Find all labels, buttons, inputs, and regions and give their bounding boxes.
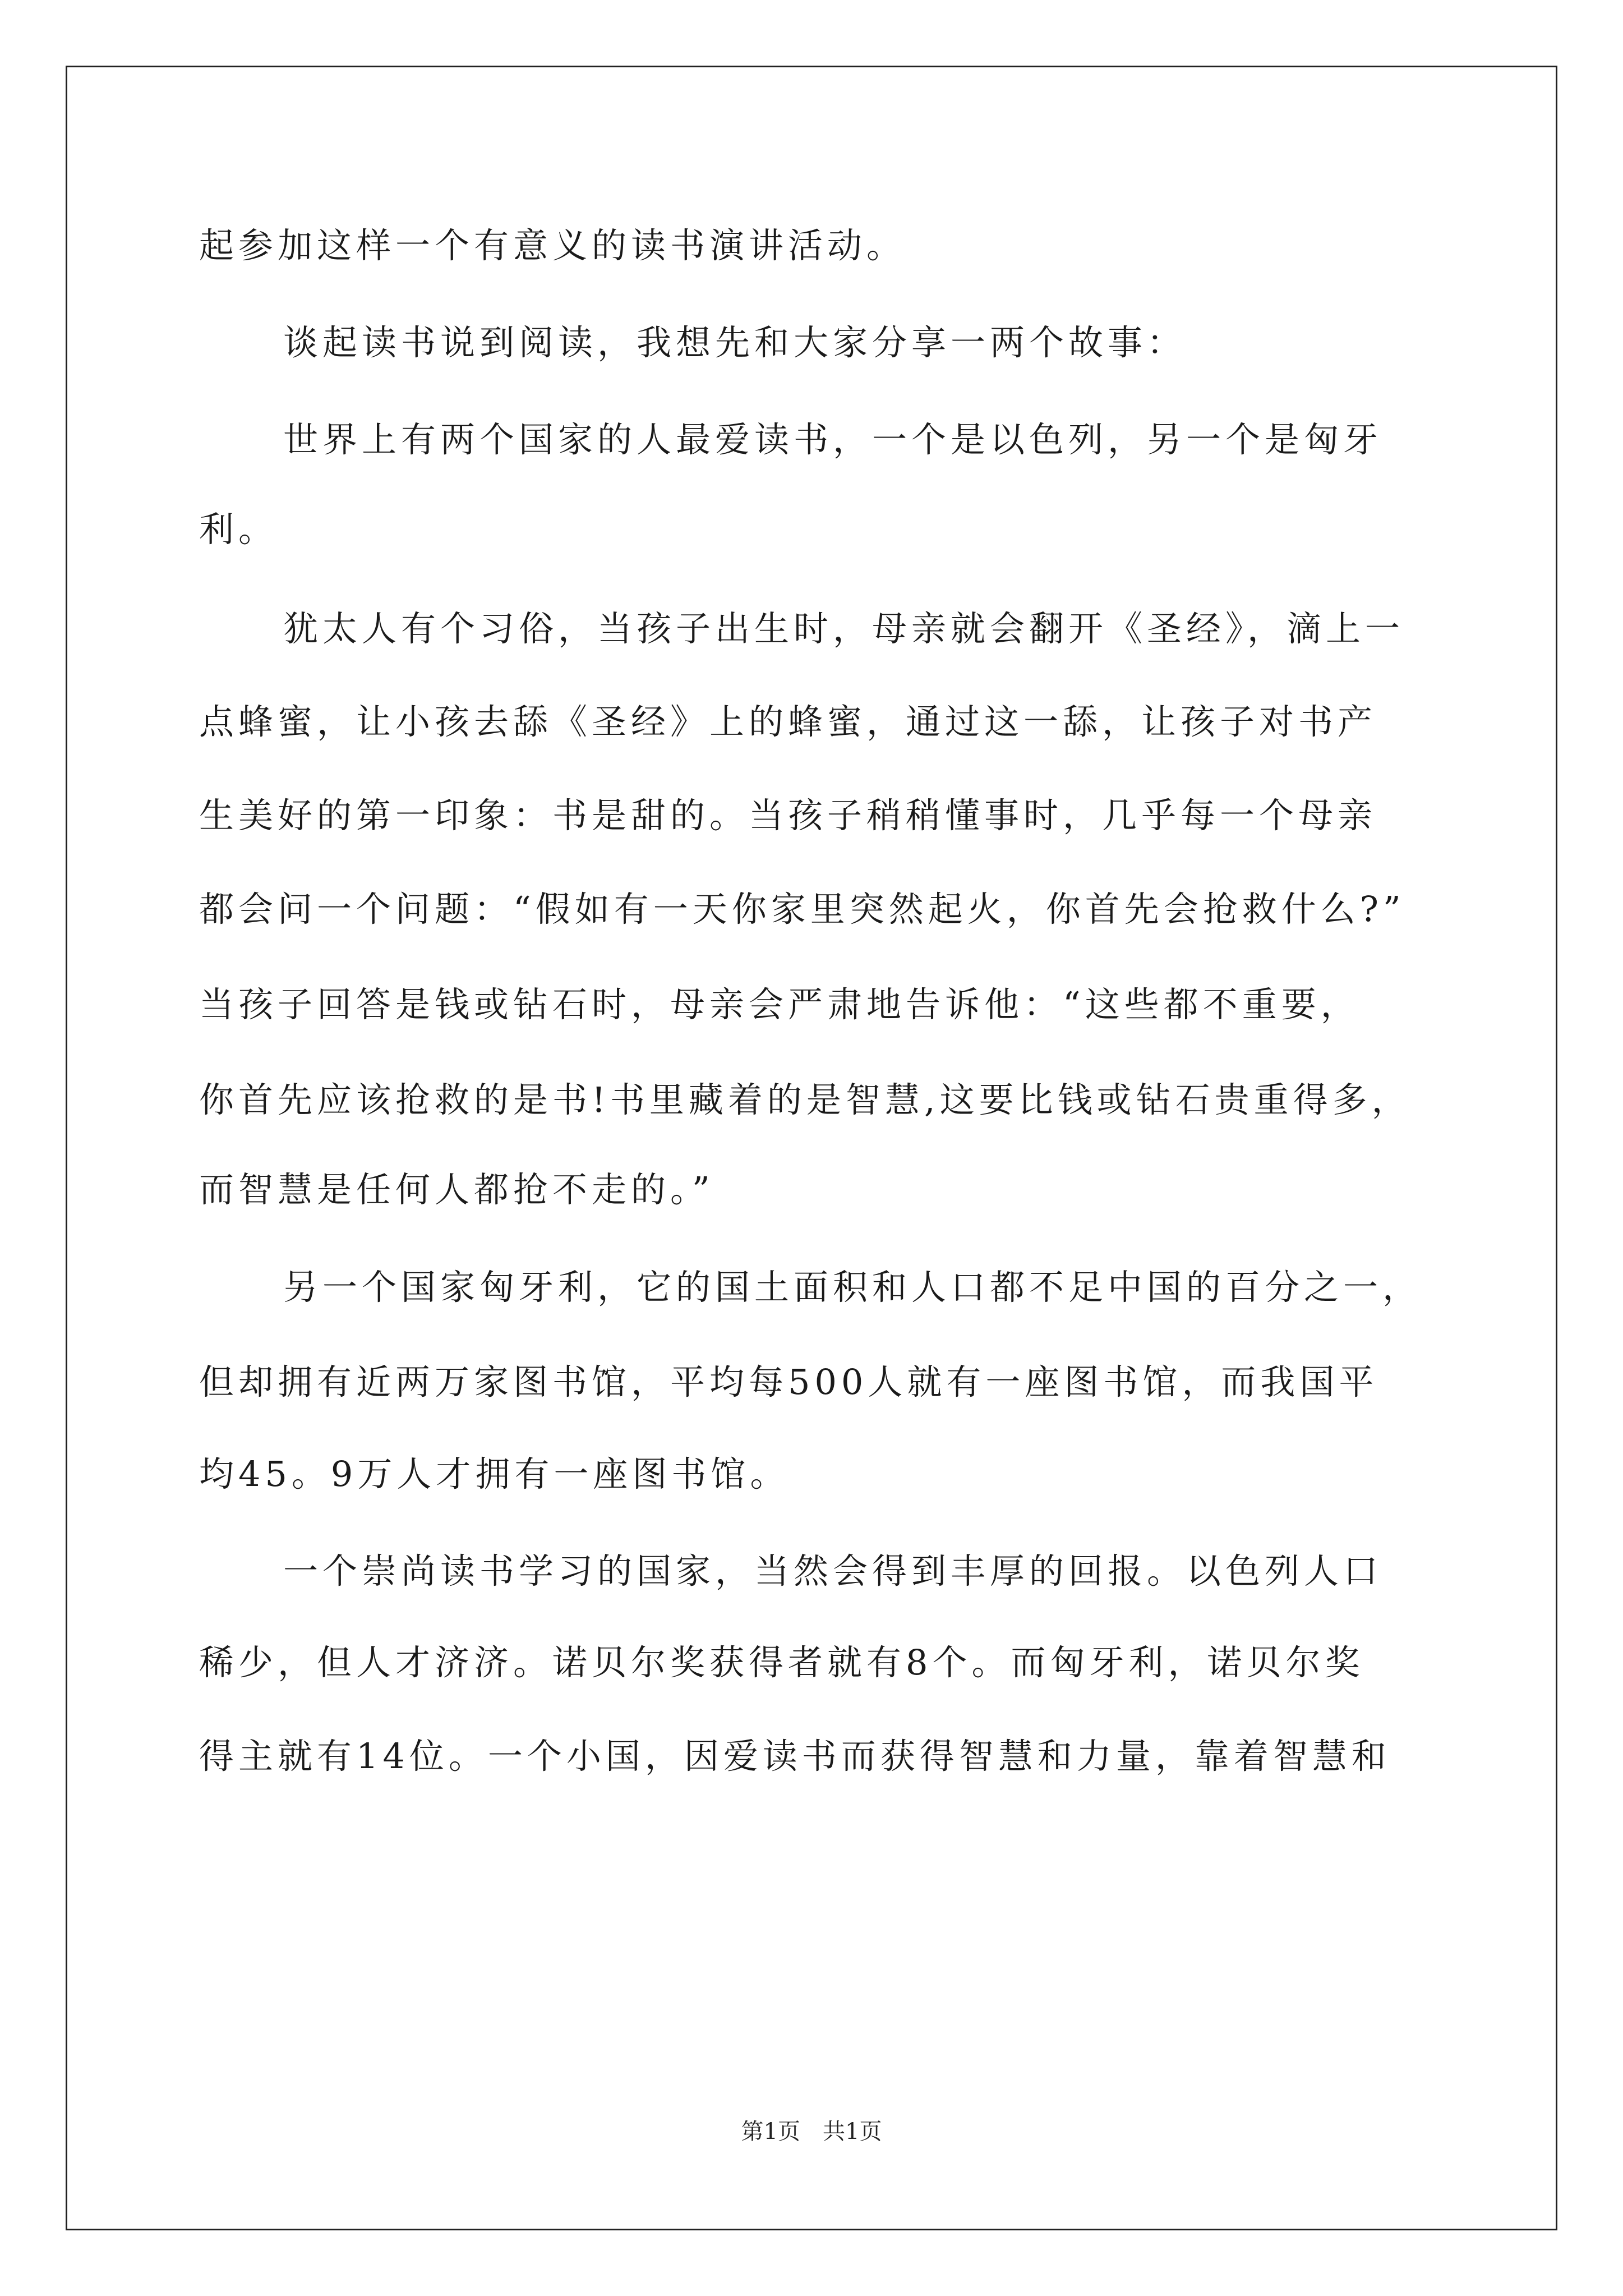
text-line: 但却拥有近两万家图书馆，平均每500人就有一座图书馆，而我国平 xyxy=(199,1361,1378,1402)
text-line: 利。 xyxy=(199,509,278,550)
text-line: 而智慧是任何人都抢不走的。” xyxy=(199,1169,714,1210)
page-footer xyxy=(0,2115,1623,2148)
text-line: 当孩子回答是钱或钻石时，母亲会严肃地告诉他：“这些都不重要， xyxy=(199,984,1360,1025)
text-line: 另一个国家匈牙利，它的国土面积和人口都不足中国的百分之一， xyxy=(283,1267,1422,1308)
text-line: 起参加这样一个有意义的读书演讲活动。 xyxy=(199,225,906,266)
text-line: 生美好的第一印象：书是甜的。当孩子稍稍懂事时，几乎每一个母亲 xyxy=(199,795,1377,836)
text-line: 均45。9万人才拥有一座图书馆。 xyxy=(199,1453,790,1494)
text-line: 得主就有14位。一个小国，因爱读书而获得智慧和力量，靠着智慧和 xyxy=(199,1736,1391,1777)
page-number: 第1页 xyxy=(741,2119,800,2145)
text-line: 你首先应该抢救的是书!书里藏着的是智慧,这要比钱或钻石贵重得多， xyxy=(199,1079,1411,1120)
page-frame xyxy=(66,66,1557,2230)
text-line: 谈起读书说到阅读，我想先和大家分享一两个故事： xyxy=(283,322,1187,363)
page-total: 共1页 xyxy=(823,2119,882,2145)
text-line: 一个崇尚读书学习的国家，当然会得到丰厚的回报。以色列人口 xyxy=(283,1550,1383,1591)
text-line: 都会问一个问题：“假如有一天你家里突然起火，你首先会抢救什么?” xyxy=(199,889,1405,930)
text-line: 犹太人有个习俗，当孩子出生时，母亲就会翻开《圣经》，滴上一 xyxy=(283,608,1405,649)
text-line: 世界上有两个国家的人最爱读书，一个是以色列，另一个是匈牙 xyxy=(283,419,1383,460)
text-line: 点蜂蜜，让小孩去舔《圣经》上的蜂蜜，通过这一舔，让孩子对书产 xyxy=(199,701,1377,742)
text-line: 稀少，但人才济济。诺贝尔奖获得者就有8个。而匈牙利，诺贝尔奖 xyxy=(199,1642,1364,1683)
